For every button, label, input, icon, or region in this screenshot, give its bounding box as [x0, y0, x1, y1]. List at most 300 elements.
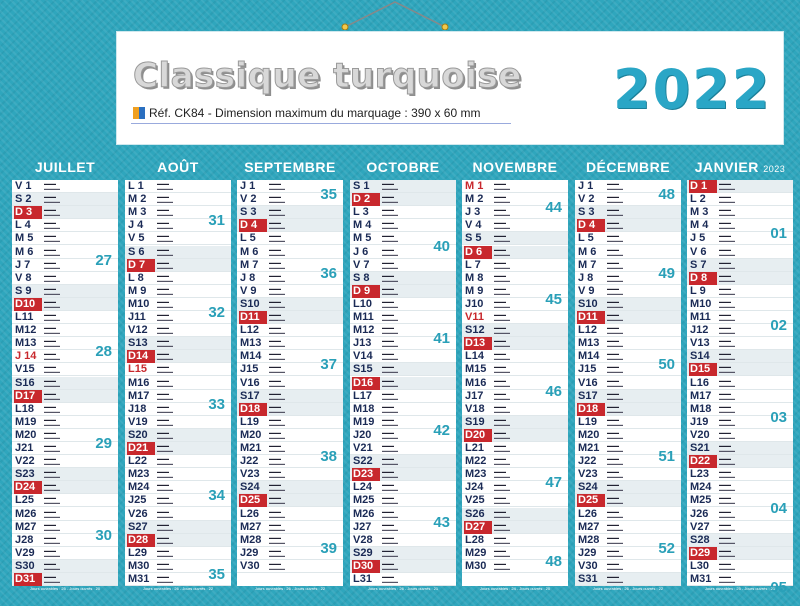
day-label: S13: [128, 337, 148, 349]
day-row: [350, 455, 456, 468]
day-label: V 7: [353, 259, 370, 271]
day-row: [125, 350, 231, 363]
day-row: [575, 377, 681, 390]
day-label: V15: [15, 363, 35, 375]
day-row: [687, 363, 793, 376]
saint-name-placeholder: ▬▬▬ ▬▬▬▬: [157, 522, 173, 532]
saint-name-placeholder: ▬▬▬ ▬▬▬▬: [157, 443, 173, 453]
month-name: [350, 156, 456, 178]
day-row: [350, 350, 456, 363]
saint-name-placeholder: ▬▬▬ ▬▬▬▬: [382, 548, 398, 558]
week-number: 35: [208, 566, 225, 583]
saint-name-placeholder: ▬▬▬ ▬▬▬▬: [44, 351, 60, 361]
saint-name-placeholder: ▬▬▬ ▬▬▬▬: [44, 194, 60, 204]
saint-name-placeholder: ▬▬▬ ▬▬▬▬: [269, 194, 285, 204]
saint-name-placeholder: ▬▬▬ ▬▬▬▬: [494, 181, 510, 191]
day-label: M25: [690, 494, 712, 506]
saint-name-placeholder: ▬▬▬ ▬▬▬▬: [494, 469, 510, 479]
saint-name-placeholder: ▬▬▬ ▬▬▬▬: [44, 338, 60, 348]
day-row: [350, 180, 456, 193]
day-label: J 6: [353, 246, 369, 258]
day-label: M23: [465, 468, 487, 480]
day-list: [125, 180, 231, 586]
day-label: D 8: [689, 272, 717, 285]
day-row: [237, 246, 343, 259]
saint-name-placeholder: ▬▬▬ ▬▬▬▬: [382, 299, 398, 309]
day-label: V23: [240, 468, 260, 480]
month-name: [687, 156, 793, 178]
day-label: V 9: [578, 285, 595, 297]
saint-name-placeholder: ▬▬▬ ▬▬▬▬: [719, 443, 735, 453]
day-label: M14: [240, 350, 262, 362]
day-label: L 8: [128, 272, 144, 284]
saint-name-placeholder: ▬▬▬ ▬▬▬▬: [382, 469, 398, 479]
saint-name-placeholder: ▬▬▬ ▬▬▬▬: [607, 378, 623, 388]
day-label: V 2: [578, 193, 595, 205]
day-label: D25: [577, 494, 605, 507]
saint-name-placeholder: ▬▬▬ ▬▬▬▬: [44, 574, 60, 584]
day-label: V 5: [128, 232, 145, 244]
day-label: D18: [577, 403, 605, 416]
day-row: [237, 311, 343, 324]
day-label: D16: [352, 377, 380, 390]
saint-name-placeholder: ▬▬▬ ▬▬▬▬: [44, 548, 60, 558]
calendar-title: Classique turquoise: [133, 56, 522, 96]
day-row: [462, 350, 568, 363]
day-row: [687, 468, 793, 481]
day-row: [350, 560, 456, 573]
saint-name-placeholder: ▬▬▬ ▬▬▬▬: [157, 378, 173, 388]
day-row: [12, 232, 118, 245]
day-label: M30: [465, 560, 487, 572]
day-row: [575, 206, 681, 219]
day-label: J12: [690, 324, 709, 336]
saint-name-placeholder: ▬▬▬ ▬▬▬▬: [382, 364, 398, 374]
week-number: 34: [208, 487, 225, 504]
day-row: [462, 311, 568, 324]
saint-name-placeholder: ▬▬▬ ▬▬▬▬: [719, 233, 735, 243]
week-number: 44: [545, 199, 562, 216]
day-label: L19: [240, 416, 259, 428]
day-label: V23: [578, 468, 598, 480]
day-row: [125, 193, 231, 206]
day-list: [462, 180, 568, 586]
day-label: M13: [240, 337, 262, 349]
day-label: J20: [353, 429, 372, 441]
saint-name-placeholder: ▬▬▬ ▬▬▬▬: [44, 482, 60, 492]
saint-name-placeholder: ▬▬▬ ▬▬▬▬: [382, 351, 398, 361]
day-row: [125, 547, 231, 560]
saint-name-placeholder: ▬▬▬ ▬▬▬▬: [382, 325, 398, 335]
day-row: [237, 560, 343, 573]
day-row: [350, 259, 456, 272]
day-row: [462, 259, 568, 272]
day-row: [125, 324, 231, 337]
day-row: [237, 285, 343, 298]
saint-name-placeholder: ▬▬▬ ▬▬▬▬: [269, 273, 285, 283]
day-label: V20: [690, 429, 710, 441]
saint-name-placeholder: ▬▬▬ ▬▬▬▬: [607, 181, 623, 191]
saint-name-placeholder: ▬▬▬ ▬▬▬▬: [269, 220, 285, 230]
day-row: [575, 521, 681, 534]
day-row: [350, 481, 456, 494]
day-label: M27: [240, 521, 262, 533]
day-row: [237, 403, 343, 416]
day-row: [350, 442, 456, 455]
month-year-suffix: 2023: [763, 164, 786, 174]
day-label: S 5: [465, 232, 482, 244]
day-row: [575, 219, 681, 232]
saint-name-placeholder: ▬▬▬ ▬▬▬▬: [269, 561, 285, 571]
saint-name-placeholder: ▬▬▬ ▬▬▬▬: [607, 430, 623, 440]
saint-name-placeholder: ▬▬▬ ▬▬▬▬: [494, 247, 510, 257]
day-label: D30: [352, 560, 380, 573]
saint-name-placeholder: ▬▬▬ ▬▬▬▬: [382, 482, 398, 492]
brand-logo-icon: [133, 107, 145, 119]
saint-name-placeholder: ▬▬▬ ▬▬▬▬: [157, 574, 173, 584]
day-row: [350, 403, 456, 416]
day-label: D28: [127, 534, 155, 547]
saint-name-placeholder: ▬▬▬ ▬▬▬▬: [269, 430, 285, 440]
saint-name-placeholder: ▬▬▬ ▬▬▬▬: [494, 391, 510, 401]
day-label: L23: [690, 468, 709, 480]
day-row: [687, 455, 793, 468]
saint-name-placeholder: ▬▬▬ ▬▬▬▬: [269, 299, 285, 309]
saint-name-placeholder: ▬▬▬ ▬▬▬▬: [157, 430, 173, 440]
month-footer: Jours ouvrables : 24 - Jours ouvrés : 20: [479, 586, 551, 591]
saint-name-placeholder: ▬▬▬ ▬▬▬▬: [269, 482, 285, 492]
day-label: L 5: [578, 232, 594, 244]
day-label: M 7: [578, 259, 597, 271]
month-column: [12, 156, 118, 596]
saint-name-placeholder: ▬▬▬ ▬▬▬▬: [269, 417, 285, 427]
week-number: 03: [770, 409, 787, 426]
day-row: [687, 547, 793, 560]
saint-name-placeholder: ▬▬▬ ▬▬▬▬: [269, 247, 285, 257]
day-label: S 9: [15, 285, 32, 297]
saint-name-placeholder: ▬▬▬ ▬▬▬▬: [269, 364, 285, 374]
saint-name-placeholder: ▬▬▬ ▬▬▬▬: [719, 181, 735, 191]
saint-name-placeholder: ▬▬▬ ▬▬▬▬: [157, 417, 173, 427]
day-row: [125, 180, 231, 193]
day-label: S12: [465, 324, 485, 336]
week-number: 31: [208, 212, 225, 229]
day-label: L18: [15, 403, 34, 415]
saint-name-placeholder: ▬▬▬ ▬▬▬▬: [607, 364, 623, 374]
saint-name-placeholder: ▬▬▬ ▬▬▬▬: [382, 181, 398, 191]
month-name-text: NOVEMBRE: [472, 159, 558, 175]
day-row: [237, 508, 343, 521]
day-label: J19: [690, 416, 709, 428]
day-row: [687, 337, 793, 350]
month-name-text: DÉCEMBRE: [585, 159, 671, 175]
day-label: J 3: [465, 206, 481, 218]
day-row: [12, 272, 118, 285]
day-label: S14: [690, 350, 710, 362]
month-name: [462, 156, 568, 178]
saint-name-placeholder: ▬▬▬ ▬▬▬▬: [157, 194, 173, 204]
day-label: L 2: [690, 193, 706, 205]
day-label: V25: [465, 494, 485, 506]
day-label: S24: [240, 481, 260, 493]
week-number: 39: [320, 540, 337, 557]
day-row: [462, 272, 568, 285]
day-label: V29: [15, 547, 35, 559]
saint-name-placeholder: ▬▬▬ ▬▬▬▬: [157, 364, 173, 374]
saint-name-placeholder: ▬▬▬ ▬▬▬▬: [607, 286, 623, 296]
day-row: [350, 272, 456, 285]
day-label: S27: [128, 521, 148, 533]
saint-name-placeholder: ▬▬▬ ▬▬▬▬: [719, 299, 735, 309]
day-label: L21: [465, 442, 484, 454]
saint-name-placeholder: ▬▬▬ ▬▬▬▬: [719, 286, 735, 296]
day-label: M 5: [353, 232, 372, 244]
saint-name-placeholder: ▬▬▬ ▬▬▬▬: [157, 469, 173, 479]
reference-line: [133, 106, 480, 120]
day-label: L24: [353, 481, 372, 493]
day-row: [575, 508, 681, 521]
day-row: [575, 324, 681, 337]
day-label: S31: [578, 573, 598, 585]
day-row: [687, 285, 793, 298]
day-label: M 9: [128, 285, 147, 297]
day-row: [125, 246, 231, 259]
saint-name-placeholder: ▬▬▬ ▬▬▬▬: [44, 391, 60, 401]
saint-name-placeholder: ▬▬▬ ▬▬▬▬: [494, 404, 510, 414]
day-label: V16: [240, 377, 260, 389]
day-row: [575, 403, 681, 416]
day-row: [687, 206, 793, 219]
day-label: V27: [690, 521, 710, 533]
saint-name-placeholder: ▬▬▬ ▬▬▬▬: [719, 482, 735, 492]
day-label: M26: [15, 508, 37, 520]
saint-name-placeholder: ▬▬▬ ▬▬▬▬: [382, 220, 398, 230]
day-label: D17: [14, 390, 42, 403]
saint-name-placeholder: ▬▬▬ ▬▬▬▬: [719, 509, 735, 519]
day-label: V 9: [240, 285, 257, 297]
week-number: 37: [320, 356, 337, 373]
saint-name-placeholder: ▬▬▬ ▬▬▬▬: [607, 548, 623, 558]
day-label: M13: [15, 337, 37, 349]
day-label: M 2: [465, 193, 484, 205]
day-label: V 8: [15, 272, 32, 284]
saint-name-placeholder: ▬▬▬ ▬▬▬▬: [607, 495, 623, 505]
saint-name-placeholder: ▬▬▬ ▬▬▬▬: [719, 220, 735, 230]
day-label: L26: [578, 508, 597, 520]
day-label: S 8: [353, 272, 370, 284]
day-label: M 6: [578, 246, 597, 258]
saint-name-placeholder: ▬▬▬ ▬▬▬▬: [719, 391, 735, 401]
day-label: J27: [353, 521, 372, 533]
saint-name-placeholder: ▬▬▬ ▬▬▬▬: [719, 404, 735, 414]
day-row: [125, 285, 231, 298]
week-number: 45: [545, 291, 562, 308]
day-row: [462, 337, 568, 350]
day-label: M 4: [353, 219, 372, 231]
day-row: [462, 494, 568, 507]
saint-name-placeholder: ▬▬▬ ▬▬▬▬: [382, 286, 398, 296]
day-row: [125, 521, 231, 534]
saint-name-placeholder: ▬▬▬ ▬▬▬▬: [44, 509, 60, 519]
saint-name-placeholder: ▬▬▬ ▬▬▬▬: [382, 312, 398, 322]
saint-name-placeholder: ▬▬▬ ▬▬▬▬: [494, 233, 510, 243]
day-label: L29: [128, 547, 147, 559]
day-row: [687, 180, 793, 193]
day-label: D15: [689, 363, 717, 376]
day-label: D 6: [464, 246, 492, 259]
week-number: 51: [658, 448, 675, 465]
day-label: V30: [240, 560, 260, 572]
day-label: M17: [128, 390, 150, 402]
day-row: [12, 390, 118, 403]
day-label: V 4: [465, 219, 482, 231]
day-row: [575, 285, 681, 298]
day-label: S 1: [353, 180, 370, 192]
week-number: 02: [770, 317, 787, 334]
day-row: [125, 363, 231, 376]
day-row: [462, 442, 568, 455]
day-label: J15: [240, 363, 259, 375]
day-label: M19: [15, 416, 37, 428]
week-number: 46: [545, 383, 562, 400]
day-label: D 7: [127, 259, 155, 272]
month-name-text: OCTOBRE: [366, 159, 440, 175]
week-number: 29: [95, 435, 112, 452]
day-label: M 9: [465, 285, 484, 297]
saint-name-placeholder: ▬▬▬ ▬▬▬▬: [157, 260, 173, 270]
saint-name-placeholder: ▬▬▬ ▬▬▬▬: [382, 260, 398, 270]
day-label: J 7: [15, 259, 31, 271]
saint-name-placeholder: ▬▬▬ ▬▬▬▬: [607, 312, 623, 322]
saint-name-placeholder: ▬▬▬ ▬▬▬▬: [44, 443, 60, 453]
saint-name-placeholder: ▬▬▬ ▬▬▬▬: [494, 495, 510, 505]
day-label: J18: [128, 403, 147, 415]
day-label: V19: [128, 416, 148, 428]
day-row: [687, 350, 793, 363]
day-row: [462, 324, 568, 337]
saint-name-placeholder: ▬▬▬ ▬▬▬▬: [157, 181, 173, 191]
day-label: D13: [464, 337, 492, 350]
day-label: S19: [465, 416, 485, 428]
day-row: [12, 363, 118, 376]
saint-name-placeholder: ▬▬▬ ▬▬▬▬: [157, 561, 173, 571]
day-label: L25: [15, 494, 34, 506]
saint-name-placeholder: ▬▬▬ ▬▬▬▬: [157, 338, 173, 348]
day-row: [350, 573, 456, 586]
day-row: [575, 390, 681, 403]
saint-name-placeholder: ▬▬▬ ▬▬▬▬: [44, 561, 60, 571]
saint-name-placeholder: ▬▬▬ ▬▬▬▬: [494, 273, 510, 283]
day-label: V26: [128, 508, 148, 520]
day-label: M 2: [128, 193, 147, 205]
day-row: [687, 442, 793, 455]
day-label: S28: [690, 534, 710, 546]
day-label: J25: [128, 494, 147, 506]
saint-name-placeholder: ▬▬▬ ▬▬▬▬: [719, 548, 735, 558]
saint-name-placeholder: ▬▬▬ ▬▬▬▬: [269, 286, 285, 296]
saint-name-placeholder: ▬▬▬ ▬▬▬▬: [157, 509, 173, 519]
day-label: J22: [578, 455, 597, 467]
day-label: M19: [353, 416, 375, 428]
day-label: M21: [578, 442, 600, 454]
day-label: M29: [465, 547, 487, 559]
day-row: [575, 246, 681, 259]
month-footer: Jours ouvrables : 26 - Jours ouvrés : 22: [592, 586, 664, 591]
day-row: [462, 246, 568, 259]
saint-name-placeholder: ▬▬▬ ▬▬▬▬: [719, 247, 735, 257]
day-label: V21: [353, 442, 373, 454]
day-label: D 9: [352, 285, 380, 298]
day-label: M20: [578, 429, 600, 441]
saint-name-placeholder: ▬▬▬ ▬▬▬▬: [719, 417, 735, 427]
saint-name-placeholder: ▬▬▬ ▬▬▬▬: [494, 482, 510, 492]
day-label: J 8: [578, 272, 594, 284]
week-number: 33: [208, 396, 225, 413]
months-grid: [12, 156, 790, 596]
day-row: [12, 377, 118, 390]
saint-name-placeholder: ▬▬▬ ▬▬▬▬: [269, 391, 285, 401]
day-row: [462, 403, 568, 416]
day-label: S10: [240, 298, 260, 310]
day-label: M22: [465, 455, 487, 467]
saint-name-placeholder: ▬▬▬ ▬▬▬▬: [269, 260, 285, 270]
day-label: V 2: [240, 193, 257, 205]
day-label: J24: [465, 481, 484, 493]
day-label: S20: [128, 429, 148, 441]
saint-name-placeholder: ▬▬▬ ▬▬▬▬: [719, 495, 735, 505]
day-row: [462, 521, 568, 534]
day-list: [237, 180, 343, 586]
day-row: [125, 442, 231, 455]
saint-name-placeholder: ▬▬▬ ▬▬▬▬: [157, 548, 173, 558]
saint-name-placeholder: ▬▬▬ ▬▬▬▬: [719, 574, 735, 584]
day-label: L 3: [353, 206, 369, 218]
day-label: M12: [15, 324, 37, 336]
day-label: S21: [690, 442, 710, 454]
day-label: J 8: [240, 272, 256, 284]
day-label: S17: [240, 390, 260, 402]
day-label: D25: [239, 494, 267, 507]
saint-name-placeholder: ▬▬▬ ▬▬▬▬: [494, 312, 510, 322]
week-number: 40: [433, 238, 450, 255]
day-label: L19: [578, 416, 597, 428]
saint-name-placeholder: ▬▬▬ ▬▬▬▬: [607, 574, 623, 584]
saint-name-placeholder: ▬▬▬ ▬▬▬▬: [269, 378, 285, 388]
saint-name-placeholder: ▬▬▬ ▬▬▬▬: [157, 535, 173, 545]
day-row: [12, 547, 118, 560]
month-column: [687, 156, 793, 596]
day-row: [12, 508, 118, 521]
saint-name-placeholder: ▬▬▬ ▬▬▬▬: [269, 404, 285, 414]
day-label: M16: [465, 377, 487, 389]
day-label: M11: [353, 311, 374, 323]
day-row: [125, 468, 231, 481]
week-number: 05: [770, 579, 787, 596]
day-row: [125, 534, 231, 547]
week-number: 27: [95, 252, 112, 269]
saint-name-placeholder: ▬▬▬ ▬▬▬▬: [607, 273, 623, 283]
saint-name-placeholder: ▬▬▬ ▬▬▬▬: [382, 391, 398, 401]
saint-name-placeholder: ▬▬▬ ▬▬▬▬: [44, 273, 60, 283]
day-label: D11: [577, 311, 605, 324]
day-label: V28: [353, 534, 373, 546]
day-row: [237, 468, 343, 481]
day-label: L10: [353, 298, 372, 310]
day-row: [350, 390, 456, 403]
day-row: [237, 206, 343, 219]
day-row: [125, 429, 231, 442]
saint-name-placeholder: ▬▬▬ ▬▬▬▬: [494, 443, 510, 453]
